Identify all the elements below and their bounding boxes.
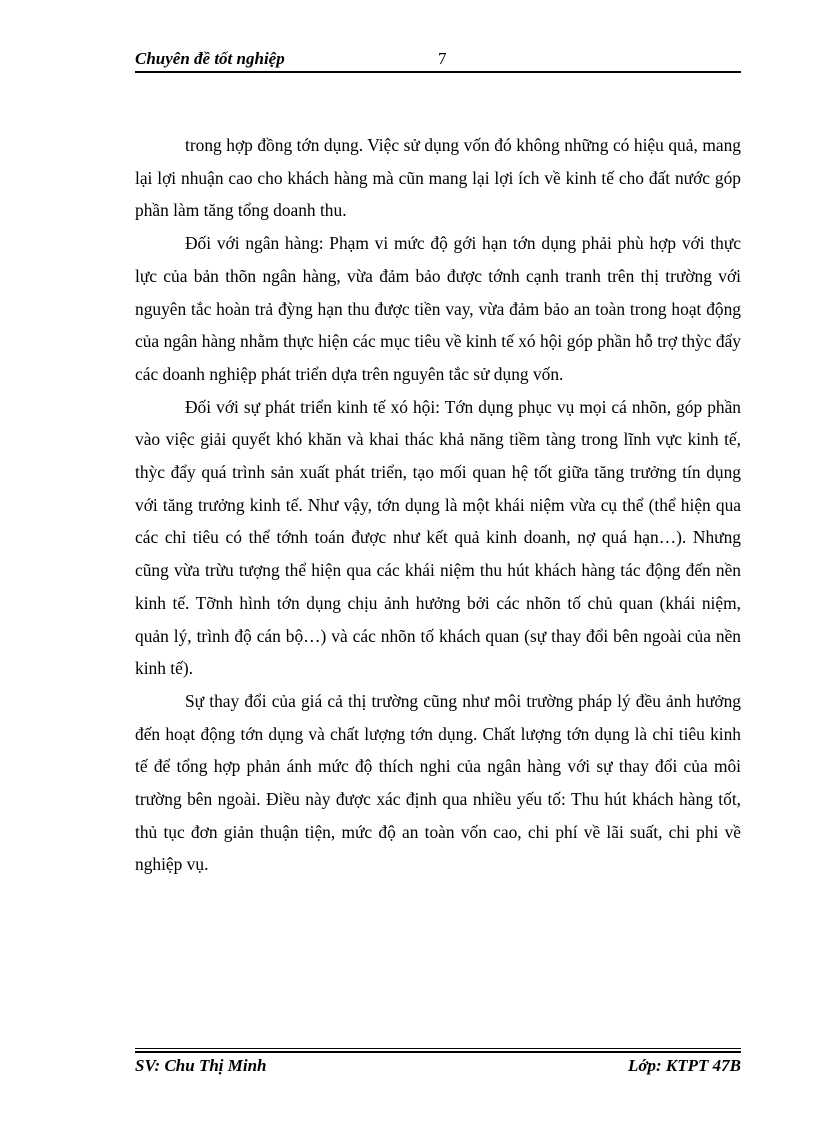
paragraph-bank: Đối với ngân hàng: Phạm vi mức độ gới hạn tớn dụng phải phù hợp với thực lực của bản thõn ngân hàng, vừa đảm bảo được tớnh cạnh tranh trên thị trường với nguyên tắc hoàn trả đỳng hạn thu được tiền vay, vừa đảm bảo an toàn trong hoạt động của ngân hàng nhằm thực hiện các mục tiêu về kinh tế xó hội góp phần hỗ trợ thỳc đẩy các doanh nghiệp phát triển dựa trên nguyên tắc sử dụng vốn. <box>135 233 741 384</box>
footer-divider-thick <box>135 1051 741 1053</box>
footer-class: Lớp: KTPT 47B <box>628 1056 741 1075</box>
page-number: 7 <box>438 49 447 68</box>
paragraph-market-changes: Sự thay đổi của giá cả thị trường cũng như môi trường pháp lý đều ảnh hưởng đến hoạt động tớn dụng và chất lượng tớn dụng. Chất lượng tớn dụng là chỉ tiêu kinh tế để tổng hợp phản ánh mức độ thích nghi của ngân hàng với sự thay đổi của môi trường bên ngoài. Điều này được xác định qua nhiều yếu tố: Thu hút khách hàng tốt, thủ tục đơn giản thuận tiện, mức độ an toàn vốn cao, chi phí về lãi suất, chi phi về nghiệp vụ. <box>135 690 741 875</box>
footer-author: SV: Chu Thị Minh <box>135 1056 267 1075</box>
header-divider <box>135 71 741 73</box>
paragraph-socioeconomic: Đối với sự phát triển kinh tế xó hội: Tớn dụng phục vụ mọi cá nhõn, góp phần vào việc giải quyết khó khăn và khai thác khả năng tiềm tàng trong lĩnh vực kinh tế, thỳc đẩy quá trình sản xuất phát triển, tạo mối quan hệ tốt giữa tăng trưởng tín dụng với tăng trưởng kinh tế. Như vậy, tớn dụng là một khái niệm vừa cụ thể (thể hiện qua các chỉ tiêu có thể tớnh toán được như kết quả kinh doanh, nợ quá hạn…). Nhưng cũng vừa trừu tượng thể hiện qua các khái niệm thu hút khách hàng tác động đến nền kinh tế. Tỡnh hình tớn dụng chịu ảnh hưởng bởi các nhõn tố chủ quan (khái niệm, quản lý, trình độ cán bộ…) và các nhõn tố khách quan (sự thay đổi bên ngoài của nền kinh tế). <box>135 396 741 679</box>
page-footer <box>135 1048 741 1078</box>
paragraph-continuation: trong hợp đồng tớn dụng. Việc sử dụng vốn đó không những có hiệu quả, mang lại lợi nhuận cao cho khách hàng mà cũn mang lại lợi ích về kinh tế cho đất nước góp phần làm tăng tổng doanh thu. <box>135 135 741 221</box>
page-header <box>135 48 741 74</box>
document-title: Chuyên đề tốt nghiệp <box>135 49 285 68</box>
footer-divider-thin <box>135 1048 741 1049</box>
document-body <box>135 129 741 881</box>
